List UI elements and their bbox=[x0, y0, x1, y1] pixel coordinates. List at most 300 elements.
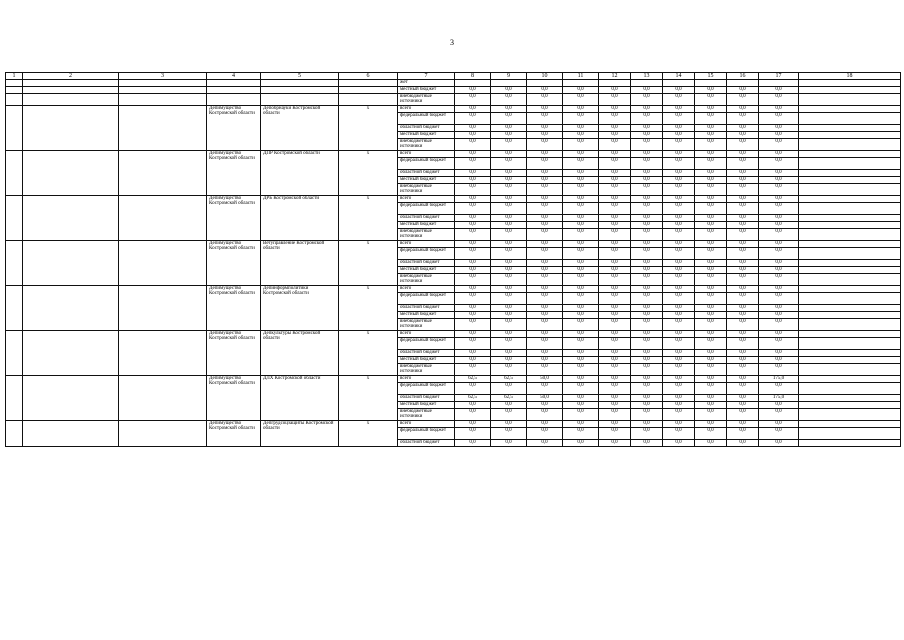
value-cell: 0,0 bbox=[727, 215, 759, 222]
value-cell: 0,0 bbox=[695, 440, 727, 447]
note-cell bbox=[799, 428, 901, 440]
value-cell: 0,0 bbox=[455, 260, 491, 267]
value-cell: 0,0 bbox=[563, 229, 599, 241]
value-cell: 0,0 bbox=[759, 402, 799, 409]
value-cell: 0,0 bbox=[695, 170, 727, 177]
source-label: областной бюджет bbox=[398, 125, 455, 132]
value-cell: 0,0 bbox=[695, 350, 727, 357]
value-cell: 0,0 bbox=[599, 215, 631, 222]
value-cell: 0,0 bbox=[491, 338, 527, 350]
blank-cell bbox=[23, 241, 119, 286]
value-cell: 0,0 bbox=[631, 338, 663, 350]
value-cell: 0,0 bbox=[663, 421, 695, 428]
mark-cell: х bbox=[339, 106, 398, 151]
value-cell: 0,0 bbox=[759, 203, 799, 215]
source-label: федеральный бюджет bbox=[398, 203, 455, 215]
value-cell: 0,0 bbox=[759, 113, 799, 125]
mark-cell: х bbox=[339, 376, 398, 421]
value-cell: 0,0 bbox=[455, 94, 491, 106]
note-cell bbox=[799, 94, 901, 106]
value-cell: 0,0 bbox=[527, 87, 563, 94]
value-cell: 0,0 bbox=[727, 357, 759, 364]
value-cell: 0,0 bbox=[759, 94, 799, 106]
value-cell: 0,0 bbox=[695, 106, 727, 113]
value-cell: 0,0 bbox=[631, 177, 663, 184]
value-cell: 0,0 bbox=[455, 305, 491, 312]
value-cell: 0,0 bbox=[663, 260, 695, 267]
value-cell: 0,0 bbox=[527, 260, 563, 267]
value-cell: 0,0 bbox=[455, 203, 491, 215]
value-cell: 0,0 bbox=[563, 350, 599, 357]
value-cell: 0,0 bbox=[727, 139, 759, 151]
blank-cell bbox=[6, 80, 23, 87]
blank-cell bbox=[339, 80, 398, 87]
blank-cell bbox=[6, 106, 23, 151]
source-label: всего bbox=[398, 241, 455, 248]
value-cell: 0,0 bbox=[631, 94, 663, 106]
value-cell: 0,0 bbox=[663, 158, 695, 170]
value-cell: 0,0 bbox=[631, 139, 663, 151]
value-cell: 50,0 bbox=[527, 395, 563, 402]
value-cell: 0,0 bbox=[563, 125, 599, 132]
value-cell: 0,0 bbox=[695, 248, 727, 260]
blank-cell bbox=[207, 94, 261, 106]
value-cell: 0,0 bbox=[631, 421, 663, 428]
source-label: внебюджетные источники bbox=[398, 274, 455, 286]
value-cell: 0,0 bbox=[727, 87, 759, 94]
value-cell: 0,0 bbox=[695, 395, 727, 402]
value-cell: 0,0 bbox=[695, 241, 727, 248]
value-cell: 0,0 bbox=[455, 274, 491, 286]
value-cell: 0,0 bbox=[727, 267, 759, 274]
executor-cell: ДЛХ Костромской области bbox=[261, 376, 339, 421]
value-cell: 0,0 bbox=[563, 139, 599, 151]
value-cell: 0,0 bbox=[599, 319, 631, 331]
value-cell: 0,0 bbox=[759, 293, 799, 305]
value-cell: 0,0 bbox=[599, 94, 631, 106]
value-cell: 0,0 bbox=[599, 184, 631, 196]
value-cell bbox=[695, 80, 727, 87]
value-cell: 0,0 bbox=[631, 248, 663, 260]
value-cell: 0,0 bbox=[599, 260, 631, 267]
value-cell: 0,0 bbox=[759, 177, 799, 184]
value-cell: 0,0 bbox=[727, 440, 759, 447]
blank-cell bbox=[23, 376, 119, 421]
value-cell: 0,0 bbox=[695, 184, 727, 196]
note-cell bbox=[799, 402, 901, 409]
value-cell: 0,0 bbox=[759, 440, 799, 447]
note-cell bbox=[799, 364, 901, 376]
value-cell: 0,0 bbox=[599, 357, 631, 364]
source-label: федеральный бюджет bbox=[398, 248, 455, 260]
column-header: 9 bbox=[491, 73, 527, 80]
source-label: всего bbox=[398, 331, 455, 338]
blank-cell bbox=[6, 286, 23, 331]
value-cell: 0,0 bbox=[631, 215, 663, 222]
value-cell: 0,0 bbox=[527, 184, 563, 196]
source-label: внебюджетные источники bbox=[398, 409, 455, 421]
value-cell: 0,0 bbox=[599, 293, 631, 305]
source-label: всего bbox=[398, 286, 455, 293]
source-label: местный бюджет bbox=[398, 402, 455, 409]
value-cell: 0,0 bbox=[663, 409, 695, 421]
value-cell: 0,0 bbox=[759, 305, 799, 312]
note-cell bbox=[799, 286, 901, 293]
value-cell: 0,0 bbox=[599, 87, 631, 94]
table-row bbox=[6, 331, 901, 338]
value-cell: 0,0 bbox=[563, 338, 599, 350]
owner-cell: Депимущество Костромской области bbox=[207, 376, 261, 421]
value-cell: 0,0 bbox=[759, 106, 799, 113]
value-cell: 0,0 bbox=[759, 125, 799, 132]
value-cell: 0,0 bbox=[695, 260, 727, 267]
value-cell: 0,0 bbox=[455, 222, 491, 229]
value-cell: 0,0 bbox=[759, 158, 799, 170]
value-cell: 0,0 bbox=[727, 338, 759, 350]
value-cell: 0,0 bbox=[599, 364, 631, 376]
value-cell: 0,0 bbox=[527, 241, 563, 248]
source-label: областной бюджет bbox=[398, 395, 455, 402]
value-cell: 0,0 bbox=[455, 196, 491, 203]
value-cell: 0,0 bbox=[455, 139, 491, 151]
blank-cell bbox=[119, 286, 207, 331]
value-cell: 0,0 bbox=[599, 158, 631, 170]
value-cell: 0,0 bbox=[759, 274, 799, 286]
value-cell: 0,0 bbox=[727, 364, 759, 376]
source-label: федеральный бюджет bbox=[398, 293, 455, 305]
source-label: внебюджетные источники bbox=[398, 184, 455, 196]
value-cell: 0,0 bbox=[491, 151, 527, 158]
value-cell: 0,0 bbox=[695, 222, 727, 229]
value-cell: 0,0 bbox=[663, 229, 695, 241]
blank-cell bbox=[6, 331, 23, 376]
value-cell: 0,0 bbox=[563, 260, 599, 267]
note-cell bbox=[799, 222, 901, 229]
value-cell: 0,0 bbox=[599, 132, 631, 139]
value-cell: 0,0 bbox=[599, 222, 631, 229]
value-cell: 0,0 bbox=[491, 286, 527, 293]
value-cell: 0,0 bbox=[527, 421, 563, 428]
blank-cell bbox=[6, 196, 23, 241]
source-label: федеральный бюджет bbox=[398, 158, 455, 170]
table-row bbox=[6, 106, 901, 113]
value-cell: 0,0 bbox=[663, 376, 695, 383]
executor-cell: ДРБ Костромской области bbox=[261, 196, 339, 241]
value-cell: 0,0 bbox=[599, 139, 631, 151]
value-cell: 0,0 bbox=[563, 248, 599, 260]
owner-cell: Депимущество Костромской области bbox=[207, 106, 261, 151]
column-header: 14 bbox=[663, 73, 695, 80]
value-cell: 0,0 bbox=[455, 428, 491, 440]
value-cell: 0,0 bbox=[599, 203, 631, 215]
value-cell: 0,0 bbox=[663, 402, 695, 409]
value-cell: 0,0 bbox=[491, 364, 527, 376]
value-cell: 0,0 bbox=[759, 331, 799, 338]
value-cell: 0,0 bbox=[563, 267, 599, 274]
value-cell: 0,0 bbox=[663, 383, 695, 395]
source-label: внебюджетные источники bbox=[398, 229, 455, 241]
blank-cell bbox=[6, 94, 23, 106]
value-cell: 0,0 bbox=[455, 402, 491, 409]
blank-cell bbox=[119, 80, 207, 87]
value-cell: 0,0 bbox=[727, 395, 759, 402]
value-cell bbox=[759, 80, 799, 87]
value-cell: 0,0 bbox=[527, 319, 563, 331]
value-cell: 0,0 bbox=[759, 132, 799, 139]
value-cell: 0,0 bbox=[491, 248, 527, 260]
source-label: областной бюджет bbox=[398, 170, 455, 177]
value-cell: 0,0 bbox=[599, 229, 631, 241]
note-cell bbox=[799, 248, 901, 260]
value-cell: 0,0 bbox=[663, 248, 695, 260]
note-cell bbox=[799, 151, 901, 158]
value-cell: 0,0 bbox=[563, 196, 599, 203]
value-cell: 0,0 bbox=[631, 196, 663, 203]
source-label: всего bbox=[398, 421, 455, 428]
value-cell: 0,0 bbox=[727, 286, 759, 293]
blank-cell bbox=[119, 421, 207, 447]
value-cell: 0,0 bbox=[631, 170, 663, 177]
value-cell: 0,0 bbox=[695, 158, 727, 170]
value-cell: 0,0 bbox=[455, 312, 491, 319]
value-cell: 0,0 bbox=[663, 203, 695, 215]
value-cell: 0,0 bbox=[527, 267, 563, 274]
value-cell: 0,0 bbox=[759, 222, 799, 229]
value-cell: 0,0 bbox=[563, 428, 599, 440]
value-cell: 0,0 bbox=[455, 319, 491, 331]
value-cell: 0,0 bbox=[491, 158, 527, 170]
value-cell: 0,0 bbox=[599, 409, 631, 421]
value-cell bbox=[491, 80, 527, 87]
value-cell: 0,0 bbox=[563, 132, 599, 139]
source-label: областной бюджет bbox=[398, 350, 455, 357]
value-cell: 0,0 bbox=[527, 132, 563, 139]
column-header: 10 bbox=[527, 73, 563, 80]
blank-cell bbox=[119, 94, 207, 106]
value-cell: 0,0 bbox=[759, 267, 799, 274]
mark-cell: х bbox=[339, 241, 398, 286]
value-cell: 0,0 bbox=[491, 229, 527, 241]
value-cell: 0,0 bbox=[759, 229, 799, 241]
value-cell: 0,0 bbox=[663, 113, 695, 125]
value-cell: 0,0 bbox=[455, 87, 491, 94]
value-cell: 0,0 bbox=[455, 331, 491, 338]
value-cell: 0,0 bbox=[631, 229, 663, 241]
value-cell: 0,0 bbox=[663, 267, 695, 274]
value-cell: 0,0 bbox=[455, 125, 491, 132]
value-cell: 0,0 bbox=[491, 170, 527, 177]
value-cell: 0,0 bbox=[527, 440, 563, 447]
value-cell: 0,0 bbox=[563, 170, 599, 177]
value-cell: 0,0 bbox=[759, 319, 799, 331]
value-cell: 0,0 bbox=[727, 376, 759, 383]
value-cell: 0,0 bbox=[563, 319, 599, 331]
value-cell: 0,0 bbox=[527, 177, 563, 184]
value-cell bbox=[631, 80, 663, 87]
note-cell bbox=[799, 338, 901, 350]
value-cell: 0,0 bbox=[563, 357, 599, 364]
value-cell: 0,0 bbox=[455, 184, 491, 196]
owner-cell: Депимущество Костромской области bbox=[207, 286, 261, 331]
value-cell: 0,0 bbox=[599, 338, 631, 350]
value-cell: 0,0 bbox=[631, 319, 663, 331]
value-cell: 0,0 bbox=[527, 338, 563, 350]
value-cell: 0,0 bbox=[491, 260, 527, 267]
value-cell: 0,0 bbox=[527, 170, 563, 177]
note-cell bbox=[799, 421, 901, 428]
budget-table bbox=[5, 72, 901, 447]
value-cell: 0,0 bbox=[727, 319, 759, 331]
table-row bbox=[6, 196, 901, 203]
value-cell: 0,0 bbox=[727, 170, 759, 177]
source-label: местный бюджет bbox=[398, 87, 455, 94]
note-cell bbox=[799, 203, 901, 215]
value-cell: 0,0 bbox=[563, 286, 599, 293]
source-label: областной бюджет bbox=[398, 215, 455, 222]
value-cell: 0,0 bbox=[727, 248, 759, 260]
table-row bbox=[6, 376, 901, 383]
value-cell: 0,0 bbox=[527, 402, 563, 409]
value-cell: 0,0 bbox=[663, 151, 695, 158]
value-cell: 62,5 bbox=[455, 395, 491, 402]
table-row bbox=[6, 241, 901, 248]
value-cell: 0,0 bbox=[695, 113, 727, 125]
note-cell bbox=[799, 293, 901, 305]
note-cell bbox=[799, 274, 901, 286]
source-label: федеральный бюджет bbox=[398, 338, 455, 350]
table-row bbox=[6, 421, 901, 428]
table-row bbox=[6, 80, 901, 87]
blank-cell bbox=[23, 80, 119, 87]
value-cell: 0,0 bbox=[527, 215, 563, 222]
source-label: местный бюджет bbox=[398, 132, 455, 139]
value-cell: 0,0 bbox=[631, 395, 663, 402]
blank-cell bbox=[23, 331, 119, 376]
value-cell: 0,0 bbox=[663, 428, 695, 440]
value-cell: 0,0 bbox=[599, 106, 631, 113]
note-cell bbox=[799, 158, 901, 170]
value-cell: 0,0 bbox=[599, 286, 631, 293]
value-cell: 0,0 bbox=[759, 87, 799, 94]
value-cell: 175,0 bbox=[759, 376, 799, 383]
value-cell bbox=[663, 80, 695, 87]
value-cell: 0,0 bbox=[759, 139, 799, 151]
blank-cell bbox=[23, 196, 119, 241]
source-label: внебюджетные источники bbox=[398, 364, 455, 376]
value-cell: 0,0 bbox=[563, 184, 599, 196]
column-header: 17 bbox=[759, 73, 799, 80]
note-cell bbox=[799, 440, 901, 447]
note-cell bbox=[799, 215, 901, 222]
value-cell: 0,0 bbox=[491, 350, 527, 357]
value-cell: 0,0 bbox=[695, 319, 727, 331]
column-header: 18 bbox=[799, 73, 901, 80]
value-cell: 0,0 bbox=[727, 229, 759, 241]
value-cell: 0,0 bbox=[527, 293, 563, 305]
value-cell: 0,0 bbox=[695, 151, 727, 158]
value-cell: 0,0 bbox=[631, 312, 663, 319]
value-cell: 0,0 bbox=[695, 267, 727, 274]
value-cell: 0,0 bbox=[455, 421, 491, 428]
value-cell: 0,0 bbox=[695, 376, 727, 383]
value-cell: 0,0 bbox=[727, 184, 759, 196]
executor-cell: Депобрнауки Костромской области bbox=[261, 106, 339, 151]
value-cell: 0,0 bbox=[695, 203, 727, 215]
value-cell: 0,0 bbox=[563, 203, 599, 215]
value-cell: 0,0 bbox=[599, 440, 631, 447]
source-label: всего bbox=[398, 151, 455, 158]
value-cell: 0,0 bbox=[727, 241, 759, 248]
note-cell bbox=[799, 87, 901, 94]
value-cell: 0,0 bbox=[663, 125, 695, 132]
blank-cell bbox=[6, 421, 23, 447]
value-cell: 0,0 bbox=[491, 402, 527, 409]
blank-cell bbox=[261, 87, 339, 94]
note-cell bbox=[799, 125, 901, 132]
value-cell: 0,0 bbox=[759, 286, 799, 293]
value-cell: 0,0 bbox=[631, 113, 663, 125]
value-cell: 0,0 bbox=[631, 364, 663, 376]
value-cell: 62,5 bbox=[491, 395, 527, 402]
note-cell bbox=[799, 376, 901, 383]
value-cell: 0,0 bbox=[663, 357, 695, 364]
note-cell bbox=[799, 229, 901, 241]
value-cell: 0,0 bbox=[527, 106, 563, 113]
value-cell: 0,0 bbox=[759, 248, 799, 260]
value-cell: 0,0 bbox=[527, 125, 563, 132]
value-cell: 0,0 bbox=[759, 151, 799, 158]
value-cell: 0,0 bbox=[563, 113, 599, 125]
value-cell: 0,0 bbox=[695, 364, 727, 376]
note-cell bbox=[799, 80, 901, 87]
value-cell: 0,0 bbox=[527, 248, 563, 260]
value-cell: 0,0 bbox=[727, 305, 759, 312]
value-cell: 0,0 bbox=[563, 312, 599, 319]
executor-cell: Депкультуры Костромской области bbox=[261, 331, 339, 376]
value-cell: 0,0 bbox=[663, 338, 695, 350]
value-cell: 0,0 bbox=[727, 222, 759, 229]
column-header: 12 bbox=[599, 73, 631, 80]
value-cell: 0,0 bbox=[563, 241, 599, 248]
value-cell: 0,0 bbox=[599, 170, 631, 177]
value-cell: 0,0 bbox=[491, 421, 527, 428]
owner-cell: Депимущество Костромской области bbox=[207, 196, 261, 241]
value-cell: 0,0 bbox=[491, 196, 527, 203]
value-cell: 0,0 bbox=[455, 338, 491, 350]
value-cell: 0,0 bbox=[631, 402, 663, 409]
blank-cell bbox=[261, 80, 339, 87]
value-cell: 62,5 bbox=[455, 376, 491, 383]
value-cell: 0,0 bbox=[563, 395, 599, 402]
value-cell: 0,0 bbox=[631, 241, 663, 248]
value-cell: 0,0 bbox=[663, 94, 695, 106]
note-cell bbox=[799, 312, 901, 319]
value-cell: 0,0 bbox=[491, 184, 527, 196]
note-cell bbox=[799, 113, 901, 125]
blank-cell bbox=[119, 241, 207, 286]
source-label: всего bbox=[398, 196, 455, 203]
value-cell: 0,0 bbox=[527, 158, 563, 170]
value-cell: 0,0 bbox=[631, 409, 663, 421]
column-header: 15 bbox=[695, 73, 727, 80]
column-header: 13 bbox=[631, 73, 663, 80]
value-cell: 0,0 bbox=[491, 331, 527, 338]
value-cell: 0,0 bbox=[759, 241, 799, 248]
value-cell: 0,0 bbox=[491, 139, 527, 151]
value-cell: 0,0 bbox=[491, 312, 527, 319]
value-cell: 0,0 bbox=[631, 184, 663, 196]
table-row bbox=[6, 87, 901, 94]
